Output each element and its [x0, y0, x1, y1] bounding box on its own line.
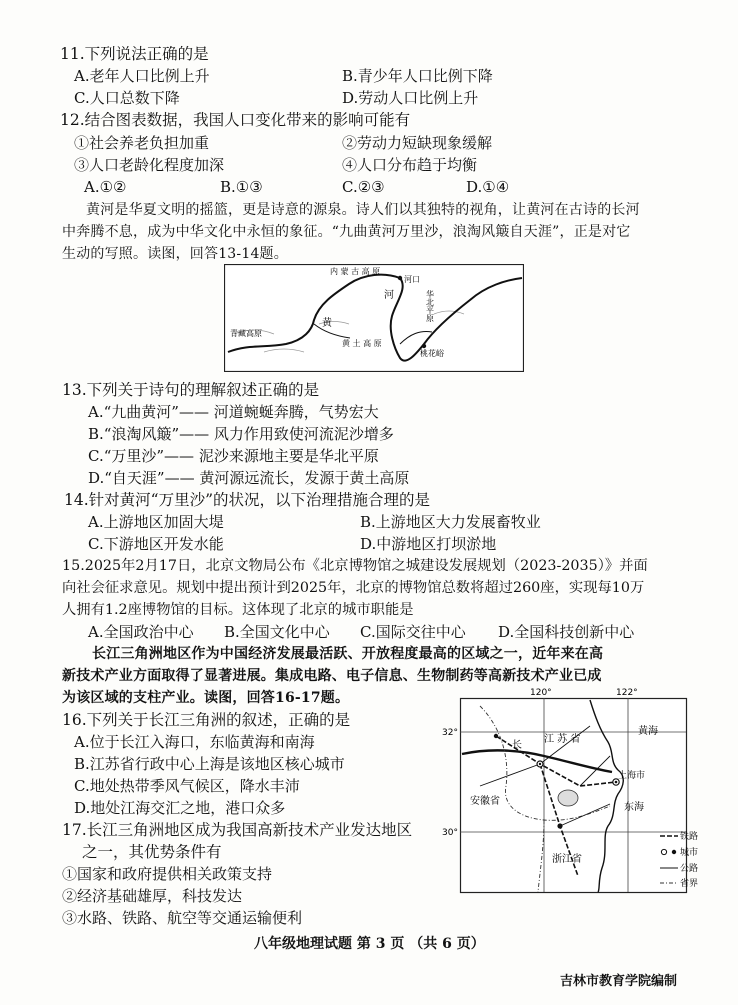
q12-choice-3: ③人口老龄化程度加深	[74, 156, 225, 174]
q13-stem: 13.下列关于诗句的理解叙述正确的是	[62, 381, 320, 399]
q12-choice-4: ④人口分布趋于均衡	[342, 156, 478, 174]
label-neimenggu: 内 蒙 古 高 原	[330, 267, 381, 276]
q15-option-c[interactable]: C.国际交往中心	[360, 623, 466, 641]
q17-choice-2: ②经济基础雄厚，科技发达	[62, 887, 243, 905]
label-donghai: 东海	[624, 802, 644, 813]
q17-stem-2: 之一，其优势条件有	[82, 843, 222, 861]
taihu-lake	[558, 790, 578, 806]
label-huang: 黄	[322, 318, 332, 329]
label-huabei-vertical	[426, 289, 435, 322]
q16-option-b[interactable]: B.江苏省行政中心上海是该地区核心城市	[74, 755, 345, 773]
passage1-line-1: 黄河是华夏文明的摇篮，更是诗意的源泉。诗人们以其独特的视角，让黄河在古诗的长河	[86, 202, 640, 218]
q12-option-d[interactable]: D.①④	[466, 178, 510, 196]
q14-option-c[interactable]: C.下游地区开发水能	[88, 535, 224, 553]
q13-option-d[interactable]: D.“自天涯”—— 黄河源远流长，发源于黄土高原	[88, 469, 410, 487]
label-jiangsu: 江 苏 省	[544, 734, 581, 745]
passage2-line-2: 新技术产业方面取得了显著进展。集成电路、电子信息、生物制药等高新技术产业已成	[62, 668, 602, 684]
taohuayu-dot	[422, 344, 426, 348]
label-hekou: 河口	[404, 275, 420, 284]
label-huanghai: 黄海	[638, 726, 658, 737]
q17-stem-1: 17.长江三角洲地区成为我国高新技术产业发达地区	[62, 821, 413, 839]
q13-option-a[interactable]: A.“九曲黄河”—— 河道蜿蜒奔腾，气势宏大	[88, 403, 379, 421]
label-taohuayu: 桃花峪	[420, 349, 444, 358]
label-he: 河	[384, 290, 394, 301]
q16-option-c[interactable]: C.地处热带季风气候区，降水丰沛	[74, 777, 300, 795]
q11-option-c[interactable]: C.人口总数下降	[74, 89, 180, 107]
label-huabei: 华北平原	[425, 290, 435, 322]
yangtze-delta-map	[440, 686, 724, 894]
label-zhejiang: 浙江省	[552, 854, 582, 865]
lon-120: 120°	[530, 688, 552, 698]
q15-line-2: 向社会征求意见。规划中提出预计到2025年，北京的博物馆总数将超过260座，实现每10万	[62, 580, 645, 596]
lon-122: 122°	[616, 688, 638, 698]
q11-stem: 11.下列说法正确的是	[60, 45, 209, 63]
city-hangzhou	[557, 823, 562, 828]
label-anhui: 安徽省	[470, 796, 500, 807]
label-chang: 长	[512, 740, 522, 751]
q12-stem: 12.结合图表数据，我国人口变化带来的影响可能有	[60, 111, 411, 129]
q14-option-d[interactable]: D.中游地区打坝淤地	[360, 535, 497, 553]
passage2-line-3: 为该区域的支柱产业。读图，回答16-17题。	[62, 690, 350, 706]
lat-30: 30°	[442, 828, 458, 838]
q16-option-d[interactable]: D.地处江海交汇之地，港口众多	[74, 799, 286, 817]
q11-option-d[interactable]: D.劳动人口比例上升	[342, 89, 479, 107]
q13-option-c[interactable]: C.“万里沙”—— 泥沙来源地主要是华北平原	[88, 447, 379, 465]
q15-line-3: 人拥有1.2座博物馆的目标。这体现了北京的城市职能是	[62, 602, 414, 618]
q13-option-b[interactable]: B.“浪淘风簸”—— 风力作用致使河流泥沙增多	[88, 425, 394, 443]
legend-boundary: 省界	[680, 879, 699, 889]
yellow-river-map	[224, 264, 524, 372]
footer-publisher: 吉林市教育学院编制	[560, 974, 678, 989]
q12-choice-2: ②劳动力短缺现象缓解	[342, 134, 493, 152]
q12-choice-1: ①社会养老负担加重	[74, 134, 210, 152]
passage1-line-3: 生动的写照。读图，回答13-14题。	[62, 246, 288, 262]
hekou-dot	[398, 276, 402, 280]
q11-option-b[interactable]: B.青少年人口比例下降	[342, 67, 493, 85]
label-huangtu: 黄 土 高 原	[342, 339, 382, 348]
q12-option-c[interactable]: C.②③	[342, 178, 385, 196]
city-north	[494, 734, 498, 738]
q17-choice-3: ③水路、铁路、航空等交通运输便利	[62, 909, 303, 927]
footer-page-number: 八年级地理试题 第 3 页 （共 6 页）	[254, 936, 485, 952]
passage1-line-2: 中奔腾不息，成为中华文化中永恒的象征。“九曲黄河万里沙，浪淘风簸自天涯”，正是对它	[62, 224, 631, 240]
q15-line-1: 15.2025年2月17日，北京文物局公布《北京博物馆之城建设发展规划（2023-2035）》并面	[62, 558, 648, 574]
lat-32: 32°	[442, 728, 458, 738]
q14-option-b[interactable]: B.上游地区大力发展畜牧业	[360, 513, 541, 531]
q12-option-a[interactable]: A.①②	[84, 178, 127, 196]
legend-railway: 铁路	[680, 832, 699, 842]
q15-option-d[interactable]: D.全国科技创新中心	[498, 623, 635, 641]
label-qingzang: 青藏高原	[230, 329, 262, 338]
q16-stem: 16.下列关于长江三角洲的叙述，正确的是	[62, 711, 351, 729]
q11-option-a[interactable]: A.老年人口比例上升	[74, 67, 210, 85]
legend-highway: 公路	[680, 864, 699, 874]
q14-stem: 14.针对黄河“万里沙”的状况，以下治理措施合理的是	[64, 491, 430, 509]
q16-option-a[interactable]: A.位于长江入海口，东临黄海和南海	[74, 733, 315, 751]
q14-option-a[interactable]: A.上游地区加固大堤	[88, 513, 224, 531]
q17-choice-1: ①国家和政府提供相关政策支持	[62, 865, 273, 883]
passage2-line-1: 长江三角洲地区作为中国经济发展最活跃、开放程度最高的区域之一，近年来在高	[92, 646, 604, 662]
q15-option-b[interactable]: B.全国文化中心	[224, 623, 330, 641]
q12-option-b[interactable]: B.①③	[220, 178, 263, 196]
label-shanghai: 上海市	[618, 771, 646, 781]
q15-option-a[interactable]: A.全国政治中心	[88, 623, 194, 641]
legend-city: 城市	[680, 848, 699, 858]
